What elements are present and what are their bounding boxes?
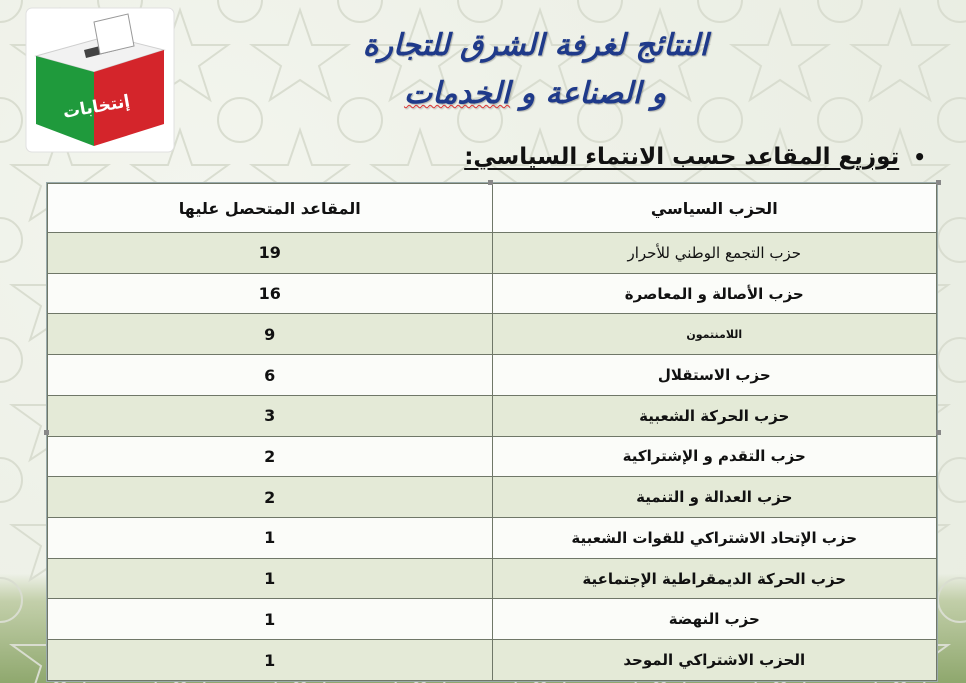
table-row [48, 436, 937, 477]
ballot-box-logo-icon [24, 6, 176, 154]
seat-count: 16 [48, 273, 493, 314]
party-name: اللامنتمون [492, 314, 937, 355]
seat-count: 1 [48, 558, 493, 599]
seat-count: 3 [48, 395, 493, 436]
party-name: حزب النهضة [492, 599, 937, 640]
table-row [48, 518, 937, 559]
seat-count: 2 [48, 436, 493, 477]
table-row [48, 395, 937, 436]
party-name: الحزب الاشتراكي الموحد [492, 640, 937, 681]
seat-count: 1 [48, 640, 493, 681]
resize-handle-corner[interactable] [936, 180, 941, 185]
party-name: حزب العدالة و التنمية [492, 477, 937, 518]
page-title [148, 22, 708, 118]
header-party: الحزب السياسي [492, 184, 937, 233]
table-row [48, 233, 937, 274]
section-subtitle [464, 144, 926, 170]
party-name: حزب الإتحاد الاشتراكي للقوات الشعبية [492, 518, 937, 559]
table-row [48, 477, 937, 518]
seat-count: 1 [48, 518, 493, 559]
party-name: حزب الأصالة و المعاصرة [492, 273, 937, 314]
party-name: حزب الحركة الديمقراطية الإجتماعية [492, 558, 937, 599]
party-name: حزب الاستقلال [492, 355, 937, 396]
title-line-1: النتائج لغرفة الشرق للتجارة [362, 28, 708, 63]
header-seats: المقاعد المتحصل عليها [48, 184, 493, 233]
results-table [47, 183, 937, 681]
resize-handle-left[interactable] [44, 430, 49, 435]
party-name: حزب الحركة الشعبية [492, 395, 937, 436]
results-table-frame [46, 182, 938, 682]
title-line-2-part-a: و الصناعة و [510, 76, 666, 111]
table-row [48, 273, 937, 314]
resize-handle-right[interactable] [936, 430, 941, 435]
seat-count: 2 [48, 477, 493, 518]
party-name: حزب التقدم و الإشتراكية [492, 436, 937, 477]
bullet-point: • [913, 145, 926, 169]
seat-count: 1 [48, 599, 493, 640]
seat-count: 6 [48, 355, 493, 396]
table-row [48, 558, 937, 599]
table-row [48, 355, 937, 396]
seat-count: 19 [48, 233, 493, 274]
seat-count: 9 [48, 314, 493, 355]
table-row [48, 314, 937, 355]
title-line-2-part-b: الخدمات [403, 76, 511, 111]
table-row [48, 640, 937, 681]
party-name: حزب التجمع الوطني للأحرار [492, 233, 937, 274]
logo-label: إنتخابات [61, 91, 132, 123]
title-line-2 [148, 70, 708, 118]
resize-handle-top[interactable] [488, 180, 493, 185]
table-row [48, 599, 937, 640]
subtitle-text: توزيع المقاعد حسب الانتماء السياسي: [464, 144, 900, 170]
